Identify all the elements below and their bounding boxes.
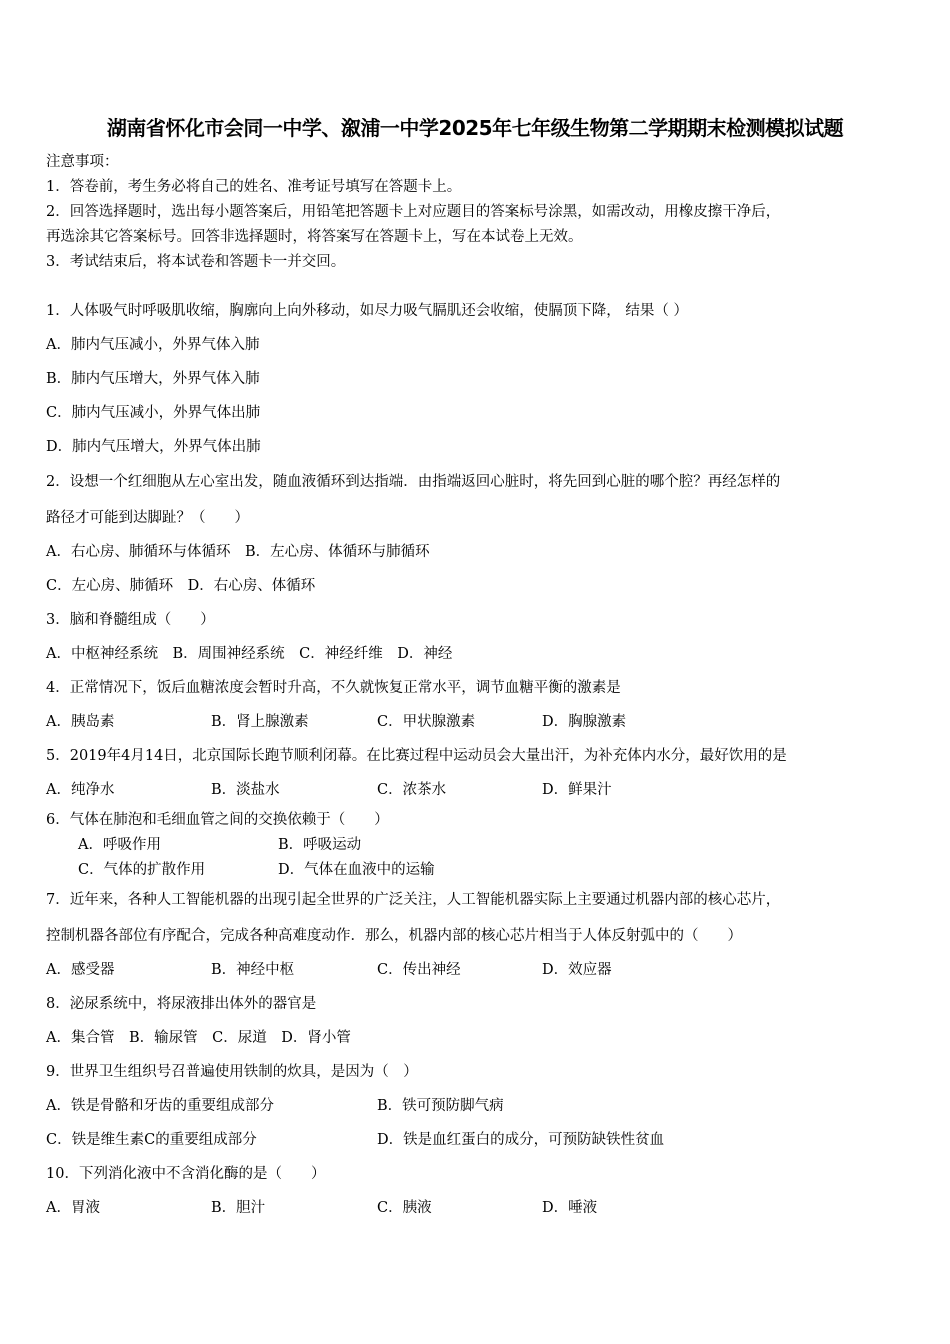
question-6-option-a: A．呼吸作用 — [78, 837, 161, 853]
question-9-option-c: C．铁是维生素C的重要组成部分 — [46, 1132, 257, 1148]
notice-item-1: 1．答卷前，考生务必将自己的姓名、准考证号填写在答题卡上。 — [46, 179, 462, 195]
question-1-stem: 1．人体吸气时呼吸肌收缩，胸廓向上向外移动，如尽力吸气膈肌还会收缩，使膈顶下降， 结果（ ） — [46, 303, 688, 319]
question-9-option-a: A．铁是骨骼和牙齿的重要组成部分 — [46, 1098, 274, 1114]
question-2-stem: 2．设想一个红细胞从左心室出发，随血液循环到达指端．由指端返回心脏时，将先回到心脏的哪个腔？再经怎样的 — [46, 474, 781, 490]
question-5-option-c: C．浓茶水 — [377, 782, 447, 798]
question-10-option-c: C．胰液 — [377, 1200, 432, 1216]
question-6-option-b: B．呼吸运动 — [278, 837, 362, 853]
question-10-option-b: B．胆汁 — [211, 1200, 266, 1216]
question-4-option-b: B．肾上腺激素 — [211, 714, 309, 730]
question-7-option-a: A．感受器 — [46, 962, 115, 978]
page-title: 湖南省怀化市会同一中学、溆浦一中学2025年七年级生物第二学期期末检测模拟试题 — [106, 116, 844, 140]
question-8-options: A．集合管 B．输尿管 C．尿道 D．肾小管 — [46, 1030, 351, 1046]
question-5-option-a: A．纯净水 — [46, 782, 115, 798]
question-4-option-d: D．胸腺激素 — [542, 714, 627, 730]
question-2-options-ab: A．右心房、肺循环与体循环 B．左心房、体循环与肺循环 — [46, 544, 430, 560]
question-10-option-d: D．唾液 — [542, 1200, 598, 1216]
question-5-option-b: B．淡盐水 — [211, 782, 280, 798]
question-7-stem: 7．近年来，各种人工智能机器的出现引起全世界的广泛关注，人工智能机器实际上主要通过机器内部的核心芯片， — [46, 892, 781, 908]
question-1-option-a: A．肺内气压减小，外界气体入肺 — [46, 337, 260, 353]
question-1-option-c: C．肺内气压减小，外界气体出肺 — [46, 405, 261, 421]
question-4-option-c: C．甲状腺激素 — [377, 714, 476, 730]
notice-item-3: 3．考试结束后，将本试卷和答题卡一并交回。 — [46, 254, 346, 270]
question-9-stem: 9．世界卫生组织号召普遍使用铁制的炊具，是因为（ ） — [46, 1064, 418, 1080]
question-9-option-b: B．铁可预防脚气病 — [377, 1098, 504, 1114]
question-7-stem-cont: 控制机器各部位有序配合，完成各种高难度动作．那么，机器内部的核心芯片相当于人体反射弧中的（ ） — [46, 928, 742, 944]
question-5-option-d: D．鲜果汁 — [542, 782, 612, 798]
notice-item-2-cont: 再选涂其它答案标号。回答非选择题时，将答案写在答题卡上，写在本试卷上无效。 — [46, 229, 583, 245]
question-10-stem: 10．下列消化液中不含消化酶的是（ ） — [46, 1166, 326, 1182]
question-2-options-cd: C．左心房、肺循环 D．右心房、体循环 — [46, 578, 316, 594]
question-5-stem: 5．2019年4月14日，北京国际长跑节顺利闭幕。在比赛过程中运动员会大量出汗，为补充体内水分，最好饮用的是 — [46, 748, 787, 764]
question-2-stem-cont: 路径才可能到达脚趾？（ ） — [46, 510, 249, 526]
question-6-option-c: C．气体的扩散作用 — [78, 862, 206, 878]
question-3-options: A．中枢神经系统 B．周围神经系统 C．神经纤维 D．神经 — [46, 646, 453, 662]
question-8-stem: 8．泌尿系统中，将尿液排出体外的器官是 — [46, 996, 317, 1012]
question-7-option-c: C．传出神经 — [377, 962, 461, 978]
notice-heading: 注意事项： — [46, 154, 119, 170]
question-4-stem: 4．正常情况下，饭后血糖浓度会暂时升高，不久就恢复正常水平，调节血糖平衡的激素是 — [46, 680, 621, 696]
question-1-option-d: D．肺内气压增大，外界气体出肺 — [46, 439, 261, 455]
question-9-option-d: D．铁是血红蛋白的成分，可预防缺铁性贫血 — [377, 1132, 665, 1148]
question-1-option-b: B．肺内气压增大，外界气体入肺 — [46, 371, 260, 387]
question-6-stem: 6．气体在肺泡和毛细血管之间的交换依赖于（ ） — [46, 812, 389, 828]
question-10-option-a: A．胃液 — [46, 1200, 100, 1216]
notice-item-2: 2．回答选择题时，选出每小题答案后，用铅笔把答题卡上对应题目的答案标号涂黑，如需改动，用橡皮擦干净后， — [46, 204, 781, 220]
question-7-option-d: D．效应器 — [542, 962, 612, 978]
question-6-option-d: D．气体在血液中的运输 — [278, 862, 435, 878]
question-7-option-b: B．神经中枢 — [211, 962, 295, 978]
question-4-option-a: A．胰岛素 — [46, 714, 115, 730]
question-3-stem: 3．脑和脊髓组成（ ） — [46, 612, 215, 628]
